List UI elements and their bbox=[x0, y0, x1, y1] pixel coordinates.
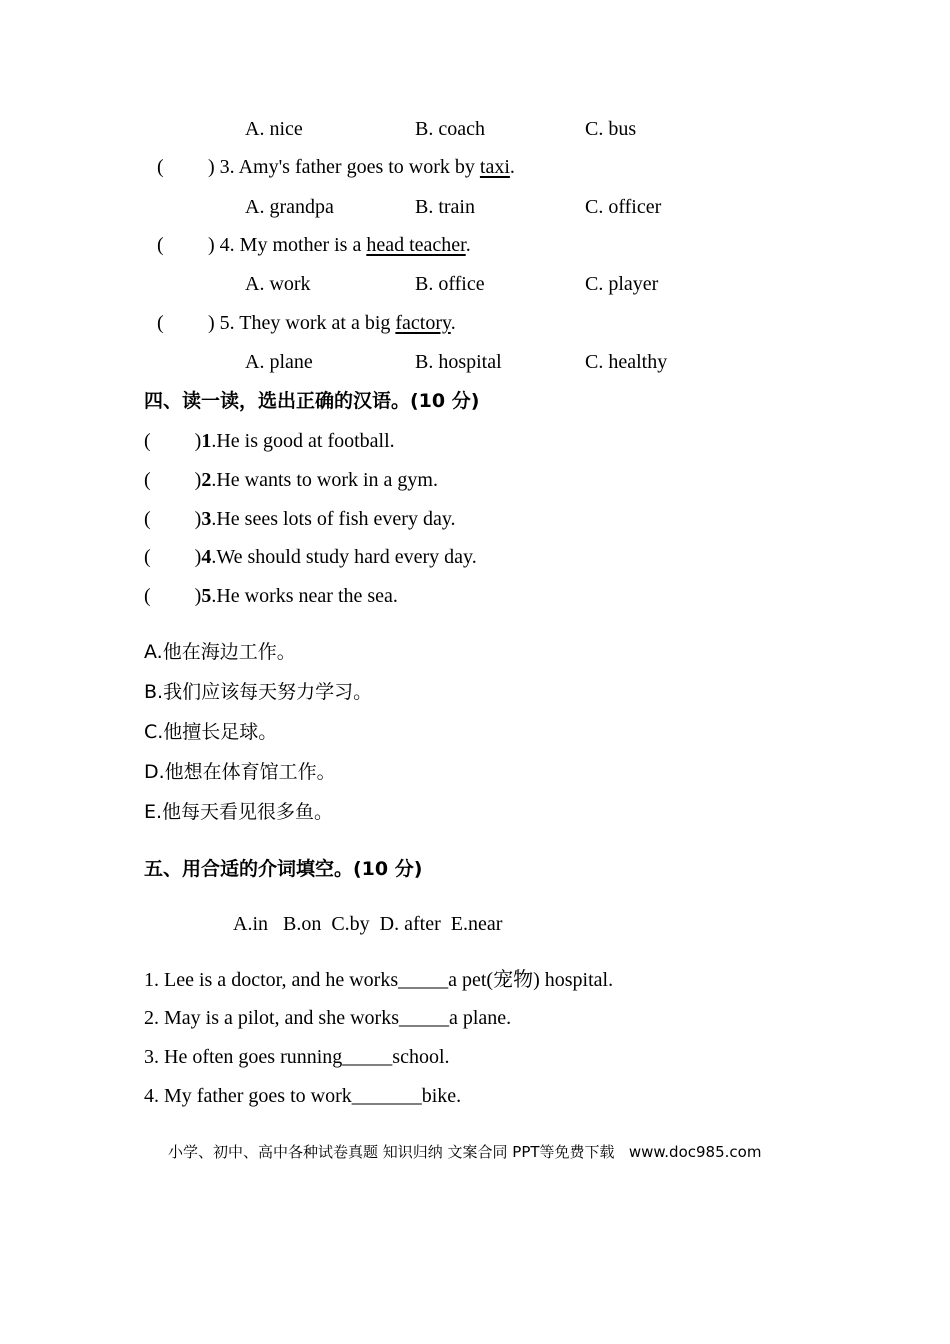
item-text: .He wants to work in a gym. bbox=[211, 469, 438, 491]
q4-end: . bbox=[465, 234, 471, 256]
item-open-paren: ( bbox=[144, 585, 151, 607]
choice-c: C.他擅长足球。 bbox=[144, 721, 278, 743]
fill-item bbox=[144, 1006, 511, 1030]
fill-blank[interactable]: _____ bbox=[398, 969, 449, 991]
part4-heading: 四、读一读，选出正确的汉语。(10 分) bbox=[144, 390, 480, 412]
fill-item bbox=[144, 1084, 461, 1108]
fill-item-end: a pet(宠物) hospital. bbox=[448, 969, 614, 991]
q3-text: 3. Amy's father goes to work by bbox=[219, 156, 480, 178]
part4-item bbox=[144, 507, 456, 531]
item-text: .He is good at football. bbox=[211, 430, 395, 452]
q3-underlined: taxi bbox=[479, 156, 510, 178]
fill-item bbox=[144, 968, 613, 992]
item-close-paren: ) bbox=[194, 508, 202, 530]
item-open-paren: ( bbox=[144, 546, 151, 568]
fill-item-end: school. bbox=[392, 1046, 450, 1068]
choice-d: D.他想在体育馆工作。 bbox=[144, 761, 336, 783]
q4-close-paren: ) bbox=[208, 234, 215, 256]
choice-a: A.他在海边工作。 bbox=[144, 641, 296, 663]
footer-text: 小学、初中、高中各种试卷真题 知识归纳 文案合同 PPT等免费下载 www.doc985.com bbox=[168, 1143, 762, 1161]
q5-option-b: B. hospital bbox=[415, 351, 502, 373]
q3-open-paren: ( bbox=[157, 156, 164, 178]
item-open-paren: ( bbox=[144, 469, 151, 491]
q3-end: . bbox=[509, 156, 515, 178]
q4-option-b: B. office bbox=[415, 273, 485, 295]
q5-option-a: A. plane bbox=[245, 351, 313, 373]
part4-item bbox=[144, 429, 395, 453]
q5-underlined: factory bbox=[395, 312, 451, 334]
item-number: 5 bbox=[201, 585, 212, 607]
part4-item bbox=[144, 584, 398, 608]
q4-line bbox=[208, 233, 471, 257]
part5-heading: 五、用合适的介词填空。(10 分) bbox=[144, 858, 423, 880]
q4-option-c: C. player bbox=[585, 273, 659, 295]
q2-option-b: B. coach bbox=[415, 118, 485, 140]
fill-item-text: 4. My father goes to work bbox=[144, 1085, 352, 1107]
item-close-paren: ) bbox=[194, 469, 202, 491]
item-text: .He works near the sea. bbox=[211, 585, 398, 607]
q4-underlined: head teacher bbox=[366, 234, 466, 256]
q3-option-b: B. train bbox=[415, 196, 475, 218]
q3-line bbox=[208, 155, 515, 179]
q2-option-c: C. bus bbox=[585, 118, 637, 140]
item-number: 4 bbox=[201, 546, 212, 568]
item-text: .We should study hard every day. bbox=[211, 546, 477, 568]
fill-item bbox=[144, 1045, 450, 1069]
choice-e: E.他每天看见很多鱼。 bbox=[144, 801, 334, 823]
q5-open-paren: ( bbox=[157, 312, 164, 334]
part4-item bbox=[144, 468, 438, 492]
item-close-paren: ) bbox=[194, 430, 202, 452]
part4-item bbox=[144, 545, 477, 569]
q5-option-c: C. healthy bbox=[585, 351, 668, 373]
fill-item-text: 2. May is a pilot, and she works bbox=[144, 1007, 399, 1029]
choice-b: B.我们应该每天努力学习。 bbox=[144, 681, 373, 703]
q4-option-a: A. work bbox=[245, 273, 311, 295]
item-close-paren: ) bbox=[194, 546, 202, 568]
item-text: .He sees lots of fish every day. bbox=[211, 508, 456, 530]
item-number: 3 bbox=[201, 508, 212, 530]
fill-blank[interactable]: _____ bbox=[398, 1007, 449, 1029]
item-close-paren: ) bbox=[194, 585, 202, 607]
q4-text: 4. My mother is a bbox=[219, 234, 367, 256]
q3-option-a: A. grandpa bbox=[245, 196, 334, 218]
q5-line bbox=[208, 311, 456, 335]
q3-option-c: C. officer bbox=[585, 196, 662, 218]
fill-blank[interactable]: _______ bbox=[351, 1085, 422, 1107]
word-bank: A.in B.on C.by D. after E.near bbox=[233, 913, 503, 935]
fill-item-end: a plane. bbox=[448, 1007, 512, 1029]
fill-blank[interactable]: _____ bbox=[342, 1046, 393, 1068]
item-open-paren: ( bbox=[144, 430, 151, 452]
q3-close-paren: ) bbox=[208, 156, 215, 178]
q5-end: . bbox=[450, 312, 456, 334]
item-number: 2 bbox=[201, 469, 212, 491]
fill-item-text: 1. Lee is a doctor, and he works bbox=[144, 969, 399, 991]
q2-option-a: A. nice bbox=[245, 118, 303, 140]
q5-text: 5. They work at a big bbox=[219, 312, 396, 334]
fill-item-end: bike. bbox=[421, 1085, 462, 1107]
fill-item-text: 3. He often goes running bbox=[144, 1046, 343, 1068]
item-number: 1 bbox=[201, 430, 212, 452]
q5-close-paren: ) bbox=[208, 312, 215, 334]
q4-open-paren: ( bbox=[157, 234, 164, 256]
item-open-paren: ( bbox=[144, 508, 151, 530]
